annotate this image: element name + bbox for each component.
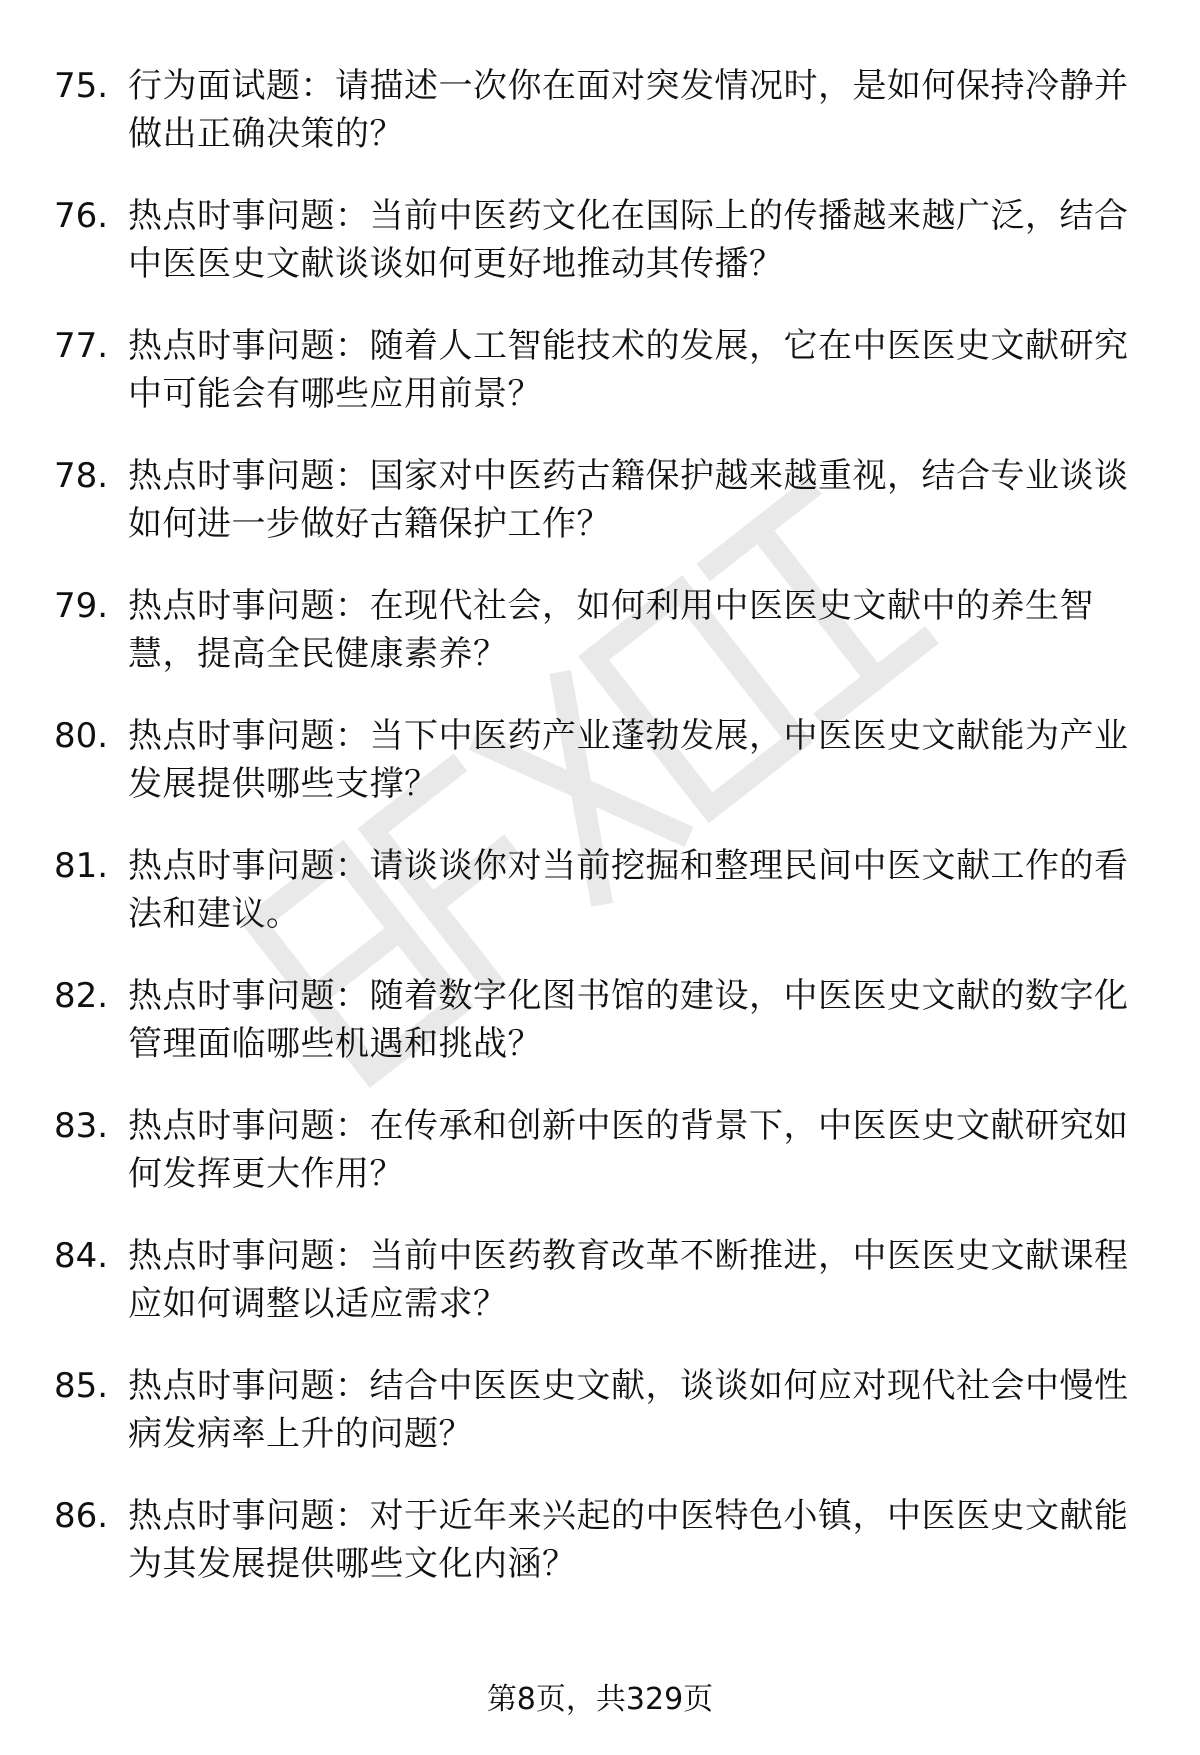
- question-item: [0, 842, 1200, 972]
- question-number: 78.: [54, 456, 109, 496]
- question-number: 83.: [54, 1106, 109, 1146]
- page-footer: 第8页，共329页: [486, 1682, 714, 1717]
- question-number: 85.: [54, 1366, 109, 1406]
- question-item: [0, 582, 1200, 712]
- question-text: 热点时事问题：当前中医药文化在国际上的传播越来越广泛，结合中医医史文献谈谈如何更好地推动其传播？: [128, 196, 1129, 284]
- question-number: 84.: [54, 1236, 109, 1276]
- question-item: [0, 712, 1200, 842]
- question-text: 热点时事问题：在现代社会，如何利用中医医史文献中的养生智慧，提高全民健康素养？: [128, 586, 1094, 674]
- question-number: 76.: [54, 196, 109, 236]
- question-item: [0, 972, 1200, 1102]
- question-text: 热点时事问题：请谈谈你对当前挖掘和整理民间中医文献工作的看法和建议。: [128, 846, 1129, 934]
- question-number: 77.: [54, 326, 109, 366]
- question-item: [0, 1492, 1200, 1622]
- question-text: 热点时事问题：结合中医医史文献，谈谈如何应对现代社会中慢性病发病率上升的问题？: [128, 1366, 1129, 1454]
- question-text: 热点时事问题：当前中医药教育改革不断推进，中医医史文献课程应如何调整以适应需求？: [128, 1236, 1129, 1324]
- question-number: 82.: [54, 976, 109, 1016]
- question-item: [0, 1102, 1200, 1232]
- question-item: [0, 192, 1200, 322]
- question-number: 79.: [54, 586, 109, 626]
- question-item: [0, 322, 1200, 452]
- question-item: [0, 62, 1200, 192]
- question-number: 75.: [54, 66, 109, 106]
- question-number: 80.: [54, 716, 109, 756]
- question-list: [0, 62, 1200, 1622]
- question-text: 热点时事问题：随着人工智能技术的发展，它在中医医史文献研究中可能会有哪些应用前景？: [128, 326, 1129, 414]
- question-text: 热点时事问题：随着数字化图书馆的建设，中医医史文献的数字化管理面临哪些机遇和挑战？: [128, 976, 1129, 1064]
- question-item: [0, 1232, 1200, 1362]
- question-item: [0, 452, 1200, 582]
- question-text: 热点时事问题：国家对中医药古籍保护越来越重视，结合专业谈谈如何进一步做好古籍保护工作？: [128, 456, 1129, 544]
- question-text: 行为面试题：请描述一次你在面对突发情况时，是如何保持冷静并做出正确决策的？: [128, 66, 1129, 154]
- question-text: 热点时事问题：对于近年来兴起的中医特色小镇，中医医史文献能为其发展提供哪些文化内涵？: [128, 1496, 1129, 1584]
- question-number: 86.: [54, 1496, 109, 1536]
- question-text: 热点时事问题：当下中医药产业蓬勃发展，中医医史文献能为产业发展提供哪些支撑？: [128, 716, 1129, 804]
- question-item: [0, 1362, 1200, 1492]
- question-text: 热点时事问题：在传承和创新中医的背景下，中医医史文献研究如何发挥更大作用？: [128, 1106, 1129, 1194]
- question-number: 81.: [54, 846, 109, 886]
